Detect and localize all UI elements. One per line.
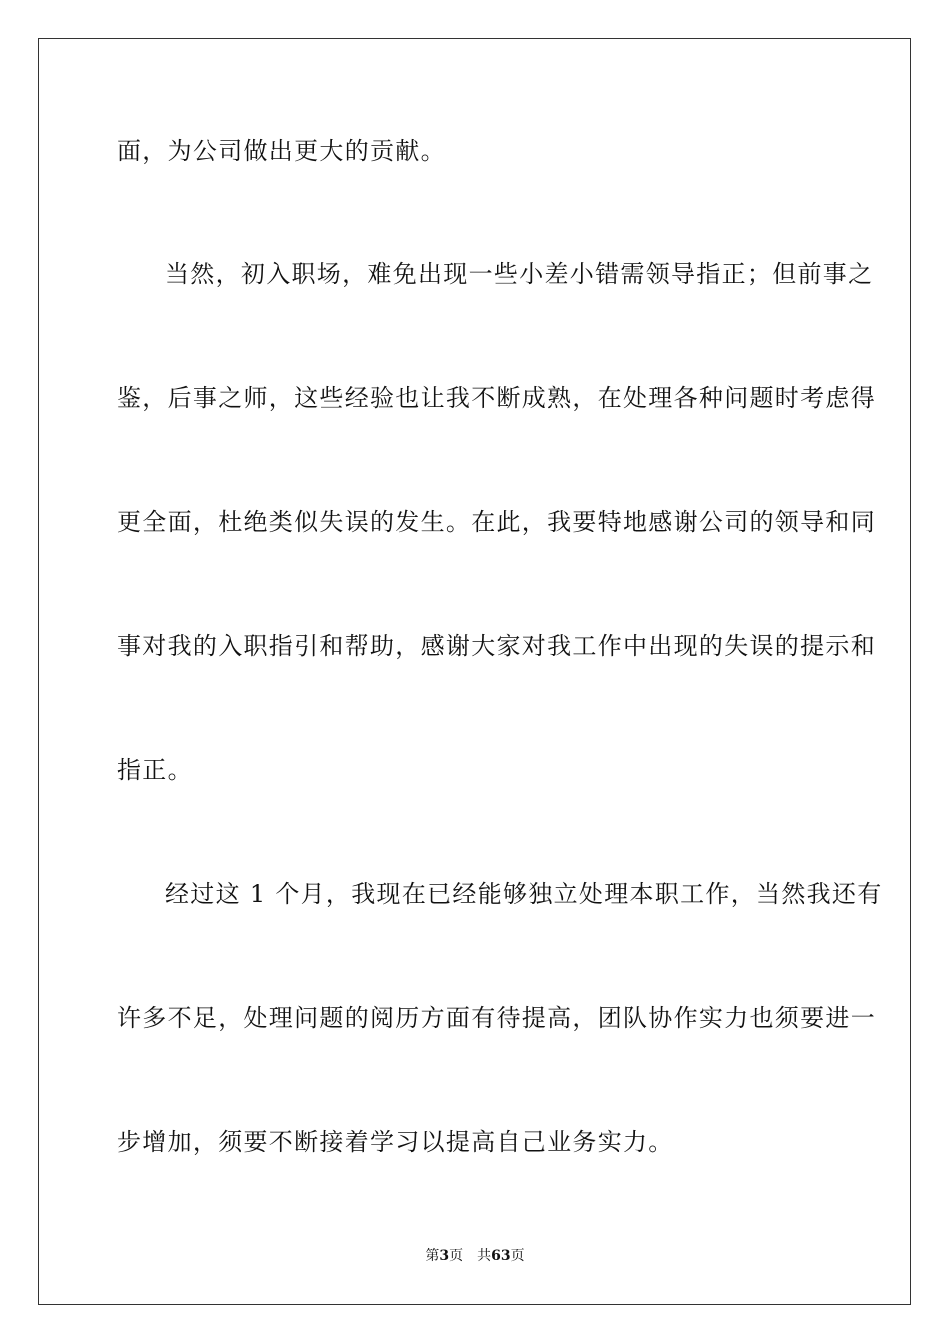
- page-footer: [0, 1247, 950, 1265]
- footer-total-prefix: 共: [477, 1248, 492, 1264]
- text-line-5: 事对我的入职指引和帮助，感谢大家对我工作中出现的失误的提示和: [117, 632, 876, 660]
- text-line-3: 鉴，后事之师，这些经验也让我不断成熟，在处理各种问题时考虑得: [117, 384, 876, 412]
- text-line-8: 许多不足，处理问题的阅历方面有待提高，团队协作实力也须要进一: [117, 1004, 876, 1032]
- footer-total-suffix: 页: [510, 1248, 525, 1264]
- footer-page-suffix: 页: [449, 1248, 464, 1264]
- text-line-9: 步增加，须要不断接着学习以提高自己业务实力。: [117, 1128, 674, 1156]
- footer-page-prefix: 第: [425, 1248, 440, 1264]
- text-line-1: 面，为公司做出更大的贡献。: [117, 137, 446, 165]
- text-line-7: 经过这 1 个月，我现在已经能够独立处理本职工作，当然我还有: [165, 880, 883, 908]
- text-line-2: 当然，初入职场，难免出现一些小差小错需领导指正；但前事之: [165, 260, 874, 288]
- text-line-4: 更全面，杜绝类似失误的发生。在此，我要特地感谢公司的领导和同: [117, 508, 876, 536]
- footer-total-pages: 63: [491, 1248, 511, 1264]
- footer-page-number: 3: [439, 1248, 450, 1264]
- page-border: [38, 38, 911, 1305]
- text-line-6: 指正。: [117, 756, 193, 784]
